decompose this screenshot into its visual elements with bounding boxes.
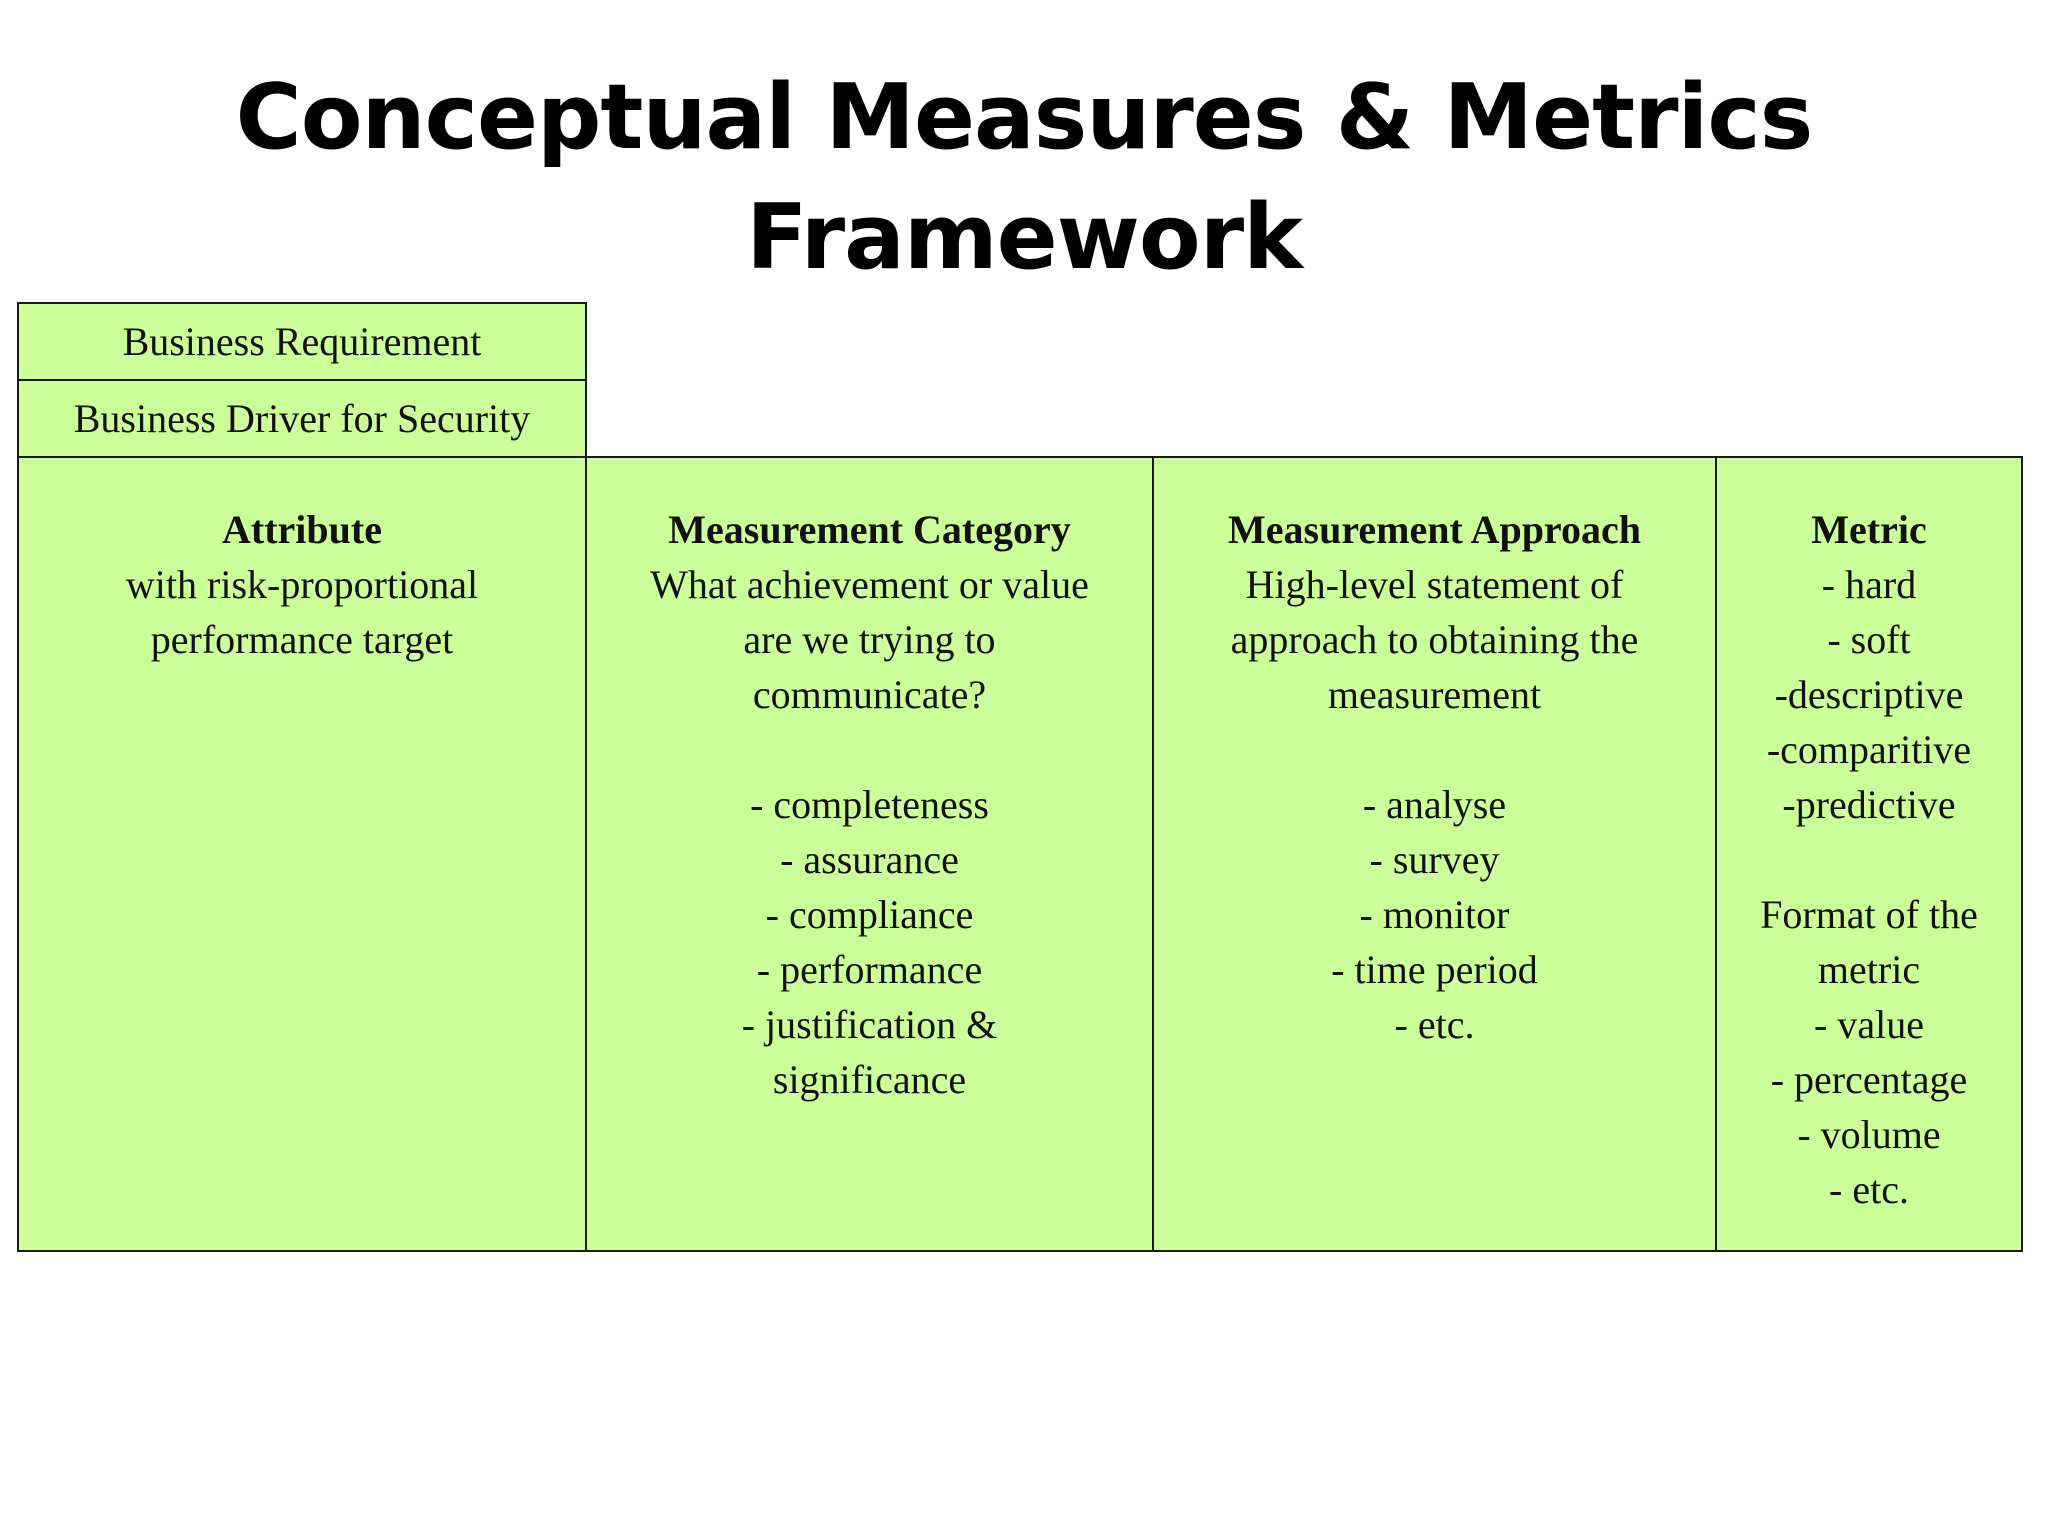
column-desc-line: performance target (150, 617, 454, 662)
column-desc-line: -predictive (1782, 782, 1956, 827)
list-item: - analyse (1362, 782, 1507, 827)
attribute-column (17, 456, 587, 1252)
list-item: - volume (1797, 1112, 1941, 1157)
column-desc-line: High-level statement of (1245, 562, 1624, 607)
slide-title: Conceptual Measures & Metrics Framework (235, 65, 1813, 290)
column-desc-line: - soft (1827, 617, 1911, 662)
list-item: - performance (756, 947, 983, 992)
spacer (1717, 832, 2021, 887)
list-item: metric (1817, 947, 1921, 992)
list-item: - monitor (1359, 892, 1510, 937)
business-driver-label: Business Driver for Security (73, 396, 531, 441)
column-desc-line: approach to obtaining the (1230, 617, 1639, 662)
list-item: significance (772, 1057, 967, 1102)
business-driver-box (17, 379, 587, 458)
business-requirement-box (17, 302, 587, 381)
spacer (587, 722, 1152, 777)
column-heading: Measurement Category (668, 507, 1071, 552)
column-desc-line: -comparitive (1766, 727, 1972, 772)
list-item: Format of the (1760, 892, 1978, 937)
column-desc-line: -descriptive (1774, 672, 1964, 717)
column-desc-line: communicate? (752, 672, 987, 717)
list-item: - survey (1369, 837, 1500, 882)
column-desc-line: What achievement or value (650, 562, 1089, 607)
list-item: - compliance (765, 892, 974, 937)
spacer (1154, 722, 1715, 777)
list-item: - assurance (780, 837, 959, 882)
list-item: - value (1814, 1002, 1924, 1047)
business-requirement-label: Business Requirement (122, 319, 482, 364)
list-item: - completeness (750, 782, 989, 827)
column-desc-line: with risk-proportional (125, 562, 479, 607)
column-heading: Metric (1811, 507, 1927, 552)
metric-column (1715, 456, 2023, 1252)
column-desc-line: measurement (1327, 672, 1542, 717)
column-heading: Measurement Approach (1228, 507, 1641, 552)
list-item: - time period (1331, 947, 1538, 992)
list-item: - percentage (1770, 1057, 1968, 1102)
measurement-category-column (585, 456, 1154, 1252)
list-item: - justification & (741, 1002, 998, 1047)
list-item: - etc. (1394, 1002, 1475, 1047)
column-desc-line: are we trying to (743, 617, 996, 662)
list-item: - etc. (1829, 1167, 1909, 1212)
column-desc-line: - hard (1821, 562, 1917, 607)
column-heading: Attribute (222, 507, 382, 552)
measurement-approach-column (1152, 456, 1717, 1252)
